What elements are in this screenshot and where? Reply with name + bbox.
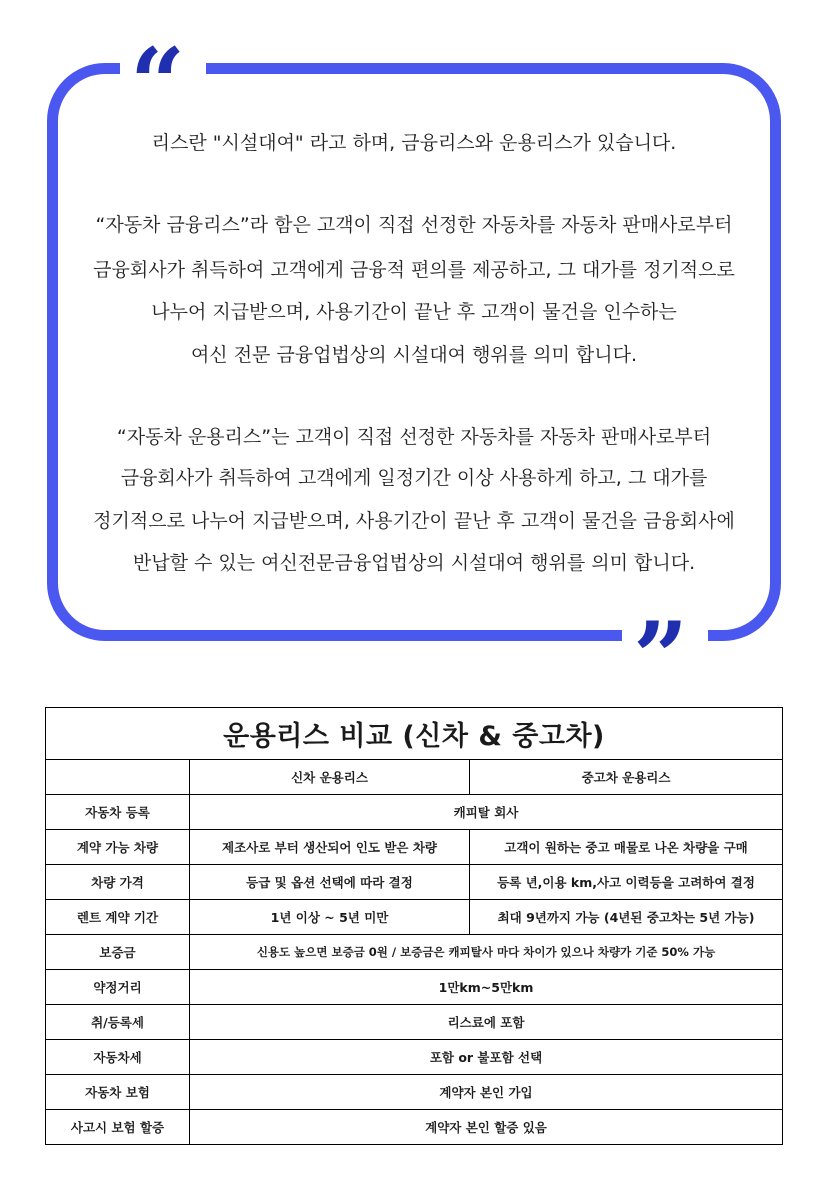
table-row <box>46 865 783 900</box>
row-used-value: 고객이 원하는 중고 매물로 나온 차량을 구매 <box>470 830 783 865</box>
close-quote-icon: ” <box>633 601 689 714</box>
row-label: 계약 가능 차량 <box>46 830 190 865</box>
row-merged-value: 1만km~5만km <box>190 970 783 1005</box>
quote-line: 나누어 지급받으며, 사용기간이 끝난 후 고객이 물건을 인수하는 <box>151 301 677 323</box>
row-new-value: 1년 이상 ~ 5년 미만 <box>190 900 470 935</box>
row-label: 사고시 보험 할증 <box>46 1110 190 1145</box>
quote-line: 금융회사가 취득하여 고객에게 일정기간 이상 사용하게 하고, 그 대가를 <box>120 467 708 489</box>
quote-line: 반납할 수 있는 여신전문금융업법상의 시설대여 행위를 의미 합니다. <box>132 552 696 574</box>
row-new-value: 등급 및 옵션 선택에 따라 결정 <box>190 865 470 900</box>
row-label: 자동차 등록 <box>46 795 190 830</box>
row-merged-value: 계약자 본인 가입 <box>190 1075 783 1110</box>
header-used-car: 중고차 운용리스 <box>470 760 783 795</box>
row-merged-value: 계약자 본인 할증 있음 <box>190 1110 783 1145</box>
table-row <box>46 970 783 1005</box>
row-label: 취/등록세 <box>46 1005 190 1040</box>
table-row <box>46 1040 783 1075</box>
table-row <box>46 900 783 935</box>
row-merged-value: 포함 or 불포함 선택 <box>190 1040 783 1075</box>
row-label: 차량 가격 <box>46 865 190 900</box>
quote-line: “자동차 운용리스”는 고객이 직접 선정한 자동차를 자동차 판매사로부터 <box>116 426 712 448</box>
table-row <box>46 1075 783 1110</box>
table-row <box>46 830 783 865</box>
table-title: 운용리스 비교 (신차 & 중고차) <box>46 708 783 760</box>
table-row <box>46 1005 783 1040</box>
row-label: 보증금 <box>46 935 190 970</box>
table-header-row <box>46 760 783 795</box>
quote-line: 정기적으로 나누어 지급받으며, 사용기간이 끝난 후 고객이 물건을 금융회사에 <box>93 510 735 532</box>
quote-line: 여신 전문 금융업법상의 시설대여 행위를 의미 합니다. <box>190 344 638 366</box>
row-merged-value: 캐피탈 회사 <box>190 795 783 830</box>
row-used-value: 최대 9년까지 가능 (4년된 중고차는 5년 가능) <box>470 900 783 935</box>
open-quote-icon: “ <box>130 27 186 140</box>
row-new-value: 제조사로 부터 생산되어 인도 받은 차량 <box>190 830 470 865</box>
lease-comparison-table <box>45 707 783 1145</box>
table-title-row <box>46 708 783 760</box>
row-label: 렌트 계약 기간 <box>46 900 190 935</box>
quote-line: 금융회사가 취득하여 고객에게 금융적 편의를 제공하고, 그 대가를 정기적으로 <box>93 259 735 281</box>
header-new-car: 신차 운용리스 <box>190 760 470 795</box>
quote-line: 리스란 "시설대여" 라고 하며, 금융리스와 운용리스가 있습니다. <box>151 132 677 154</box>
row-merged-value: 리스료에 포함 <box>190 1005 783 1040</box>
header-corner-cell <box>46 760 190 795</box>
table-row <box>46 1110 783 1145</box>
row-label: 약정거리 <box>46 970 190 1005</box>
row-merged-value: 신용도 높으면 보증금 0원 / 보증금은 캐피탈사 마다 차이가 있으나 차량가 기준 50% 가능 <box>190 935 783 970</box>
row-label: 자동차 보험 <box>46 1075 190 1110</box>
table-row <box>46 935 783 970</box>
quote-line: “자동차 금융리스”라 함은 고객이 직접 선정한 자동차를 자동차 판매사로부터 <box>95 214 733 236</box>
row-used-value: 등록 년,이용 km,사고 이력등을 고려하여 결정 <box>470 865 783 900</box>
row-label: 자동차세 <box>46 1040 190 1075</box>
table-row <box>46 795 783 830</box>
